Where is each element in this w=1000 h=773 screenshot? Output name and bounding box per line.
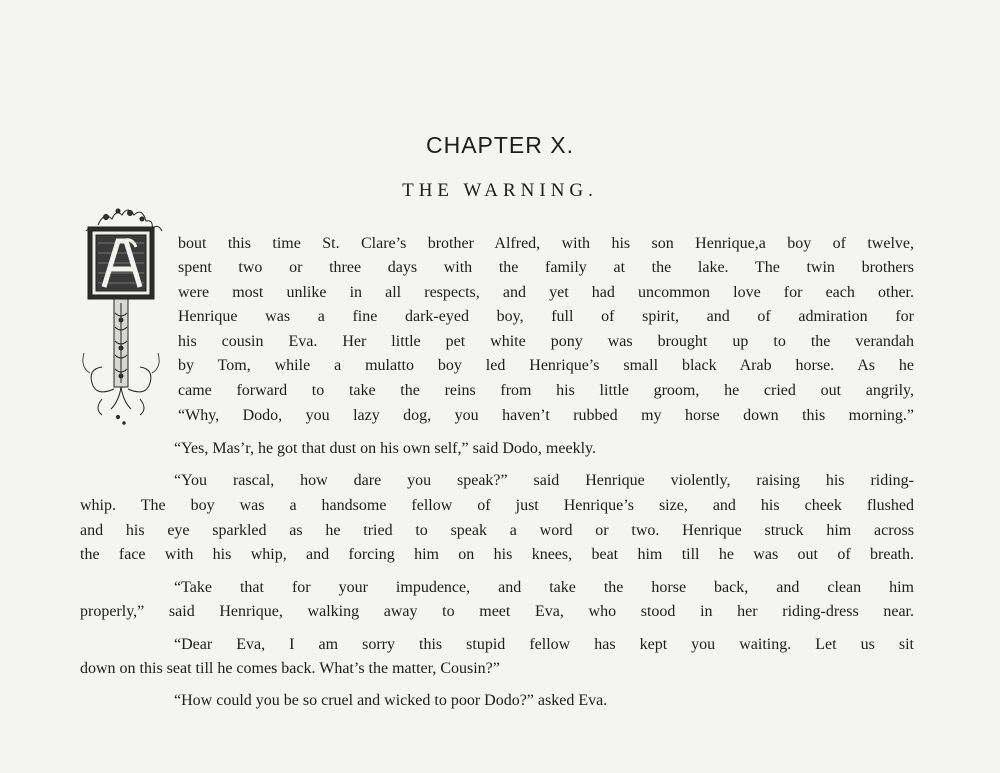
- text-line: by Tom, while a mulatto boy led Henrique’s small black Arab horse. As he: [178, 357, 914, 374]
- text-line: “Yes, Mas’r, he got that dust on his own self,” said Dodo, meekly.: [174, 440, 596, 457]
- text-line: were most unlike in all respects, and yet had uncommon love for each other.: [178, 284, 914, 301]
- text-line: whip. The boy was a handsome fellow of just Henrique’s size, and his cheek flushed: [80, 497, 914, 514]
- text-line: “Take that for your impudence, and take the horse back, and clean him: [174, 579, 914, 596]
- text-line: “You rascal, how dare you speak?” said Henrique violently, raising his riding-: [174, 472, 914, 489]
- text-line: his cousin Eva. Her little pet white pony was brought up to the verandah: [178, 333, 914, 350]
- text-line: Henrique was a fine dark-eyed boy, full of spirit, and of admiration for: [178, 308, 914, 325]
- text-line: bout this time St. Clare’s brother Alfred, with his son Henrique,a boy of twelve,: [178, 235, 914, 252]
- text-line: “Why, Dodo, you lazy dog, you haven’t rubbed my horse down this morning.”: [178, 407, 914, 424]
- chapter-subtitle: THE WARNING.: [402, 180, 598, 201]
- ornamental-drop-cap-icon: [78, 203, 170, 431]
- text-line: came forward to take the reins from his little groom, he cried out angrily,: [178, 382, 914, 399]
- text-line: down on this seat till he comes back. What’s the matter, Cousin?”: [80, 660, 500, 677]
- text-line: and his eye sparkled as he tried to speak a word or two. Henrique struck him across: [80, 522, 914, 539]
- text-line: “Dear Eva, I am sorry this stupid fellow has kept you waiting. Let us sit: [174, 636, 914, 653]
- text-line: “How could you be so cruel and wicked to poor Dodo?” asked Eva.: [174, 692, 608, 709]
- text-line: properly,” said Henrique, walking away to meet Eva, who stood in her riding-dress near.: [80, 603, 914, 620]
- text-line: spent two or three days with the family at the lake. The twin brothers: [178, 259, 914, 276]
- text-line: the face with his whip, and forcing him on his knees, beat him till he was out of breath.: [80, 546, 914, 563]
- chapter-title: CHAPTER X.: [425, 132, 575, 158]
